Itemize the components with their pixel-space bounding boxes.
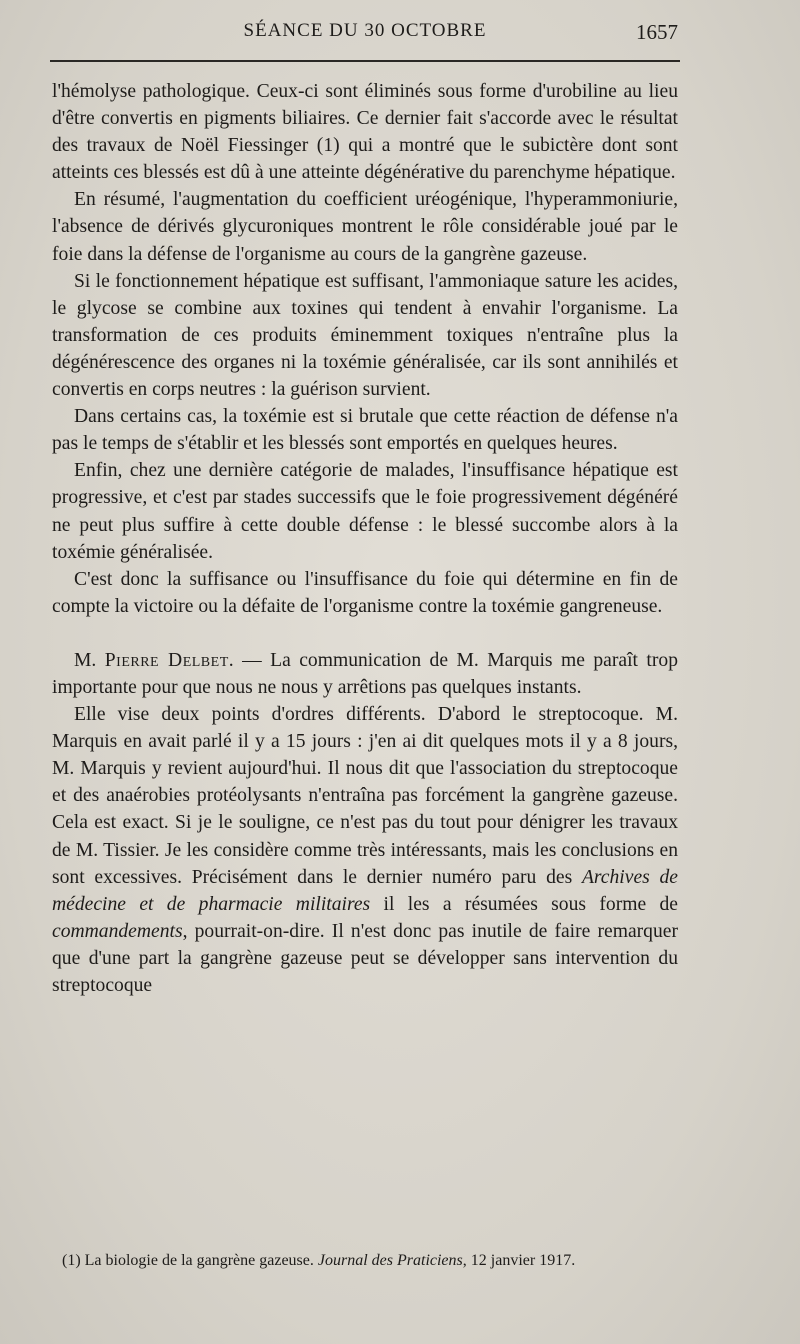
footnote [62, 1250, 680, 1272]
journal-title: Archives de médecine et de pharmacie militaires [52, 866, 678, 915]
paragraph: C'est donc la suffisance ou l'insuffisance du foie qui détermine en fin de compte la victoire ou la défaite de l'organisme contre la toxémie gangreneuse. [52, 568, 678, 617]
body-text [52, 78, 678, 999]
speech-text-part3: , pourrait-on-dire. Il n'est donc pas inutile de faire remarquer que d'une part la gangrène gazeuse peut se développer sans intervention du streptocoque [52, 920, 678, 996]
page-number: 1657 [636, 20, 678, 44]
paragraph: l'hémolyse pathologique. Ceux-ci sont éliminés sous forme d'urobiline au lieu d'être convertis en pigments biliaires. Ce dernier fait s'accorde avec le résultat des travaux de Noël Fiessinger (1) qui a montré que le subictère dont sont atteints ces blessés est dû à une atteinte dégénérative du parenchyme hépatique. [52, 81, 678, 184]
paragraph: Dans certains cas, la toxémie est si brutale que cette réaction de défense n'a pas le temps de s'établir et les blessés sont emportés en quelques heures. [52, 406, 678, 455]
speaker-prefix: M. [74, 649, 105, 671]
running-title: SÉANCE DU 30 OCTOBRE [243, 20, 487, 41]
footnote-date: , 12 janvier 1917. [462, 1252, 576, 1269]
speech-intro-paragraph [52, 647, 678, 701]
speech-text-part2: il les a résumées sous forme de [370, 893, 678, 915]
header-rule [50, 60, 680, 62]
footnote-title: La biologie de la gangrène gazeuse. [84, 1252, 318, 1269]
speech-intro: . — La communication de M. Marquis me paraît trop importante pour que nous ne nous y arrêtions pas quelques instants. [52, 649, 678, 698]
speech-text-part1: Elle vise deux points d'ordres différents. D'abord le streptocoque. M. Marquis en avait parlé il y a 15 jours : j'en ai dit quelques mots il y a 8 jours, M. Marquis y revient aujourd'hui. Il nous dit que l'association du streptocoque et des anaérobies protéolysants n'entraîna pas forcément la gangrène gazeuse. Cela est exact. Si je le souligne, ce n'est pas du tout pour dénigrer les travaux de M. Tissier. Je les considère comme très intéressants, mais les conclusions en sont excessives. Précisément dans le dernier numéro paru des [52, 704, 678, 888]
commandments-word: commandements [52, 920, 183, 942]
paragraph: Enfin, chez une dernière catégorie de malades, l'insuffisance hépatique est progressive, et c'est par stades successifs que le foie progressivement dégénéré ne peut plus suffire à cette double défense : le blessé succombe alors à la toxémie généralisée. [52, 460, 678, 563]
speaker-name: Pierre Delbet [104, 649, 229, 671]
paragraph: En résumé, l'augmentation du coefficient uréogénique, l'hyperammoniurie, l'absence de dérivés glycuroniques montrent le rôle considérable joué par le foie dans la défense de l'organisme au cours de la gangrène gazeuse. [52, 189, 678, 265]
page-header [52, 18, 678, 48]
speech-paragraph [52, 701, 678, 999]
paragraph: Si le fonctionnement hépatique est suffisant, l'ammoniaque sature les acides, le glycose se combine aux toxines qui tendent à envahir l'organisme. La transformation de ces produits éminemment toxiques n'entraîne plus la dégénérescence des organes ni la toxémie généralisée, car ils sont annihilés et convertis en corps neutres : la guérison survient. [52, 270, 678, 401]
footnote-marker: (1) [62, 1252, 85, 1269]
footnote-journal: Journal des Praticiens [317, 1252, 463, 1269]
